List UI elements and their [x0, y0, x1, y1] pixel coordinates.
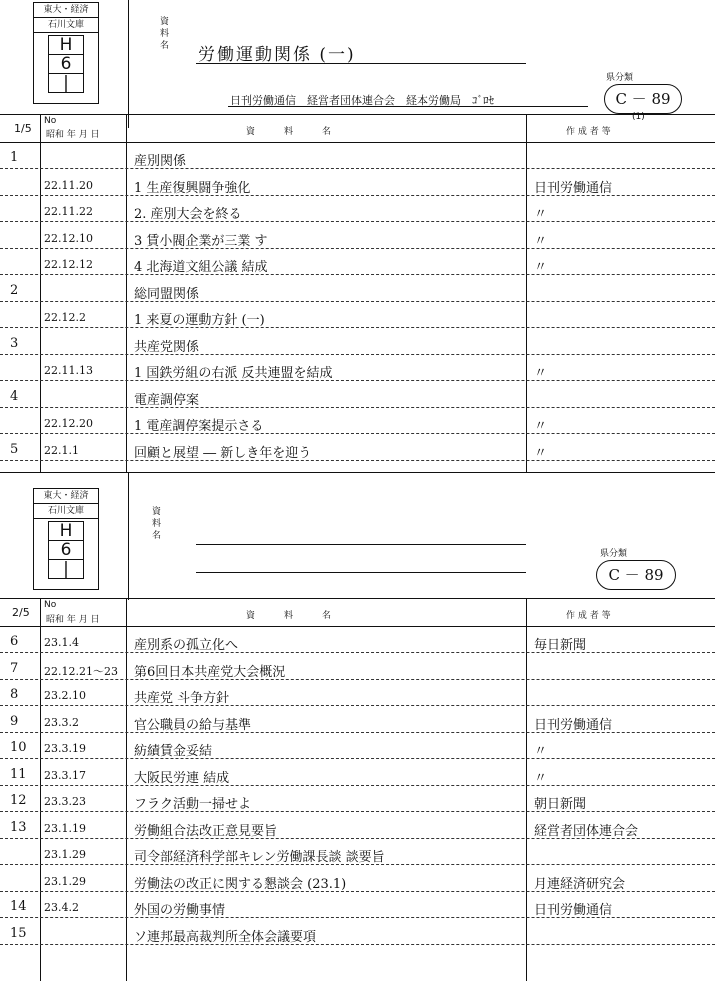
row-number: 15 — [10, 925, 27, 941]
classification-code-value-2: C － 89 — [608, 566, 664, 584]
row-underline — [0, 758, 715, 759]
row-author: 経営者団体連合会 — [534, 823, 639, 839]
row-author: 〃 — [534, 366, 548, 381]
row-author: 〃 — [534, 744, 548, 759]
bunrui-label: 県分類 — [606, 73, 634, 83]
row-underline — [0, 838, 715, 839]
stamp2-line-2: 石川文庫 — [34, 504, 98, 519]
row-underline — [0, 221, 715, 222]
row-underline — [0, 195, 715, 196]
row-author: 日刊労働通信 — [534, 180, 613, 196]
p2-page-num: 2/5 — [12, 606, 30, 619]
row-title: 産別系の孤立化へ — [134, 638, 239, 653]
row-underline — [0, 944, 715, 945]
classification-code-value: C － 89 — [615, 90, 671, 108]
row-title: 1 来夏の運動方針 (一) — [134, 313, 265, 328]
row-underline — [0, 380, 715, 381]
row-number: 4 — [10, 388, 19, 404]
row-author: 〃 — [534, 770, 548, 786]
row-underline — [0, 248, 715, 249]
row-title: 官公職員の給与基準 — [134, 717, 252, 733]
p1-header-no: No — [44, 116, 57, 126]
row-date: 23.3.19 — [44, 742, 86, 755]
stamp-code-top: H — [48, 35, 84, 55]
row-underline — [0, 705, 715, 706]
row-title: 労働組合法改正意見要旨 — [134, 823, 278, 839]
row-number: 6 — [10, 634, 19, 649]
stamp2-code-bot: | — [48, 559, 84, 579]
stamp-line-1: 東大・経済 — [34, 3, 98, 18]
row-author: 日刊労働通信 — [534, 717, 613, 733]
row-author: 〃 — [534, 445, 548, 461]
row-underline — [0, 168, 715, 169]
row-title: 紡績賃金妥結 — [134, 744, 213, 759]
row-number: 11 — [10, 766, 27, 782]
row-underline — [0, 433, 715, 434]
row-number: 12 — [10, 793, 27, 808]
row-underline — [0, 274, 715, 275]
p1-header-date: 昭和 年 月 日 — [46, 130, 100, 140]
row-title: 大阪民労連 結成 — [134, 770, 230, 786]
row-title: 第6回日本共産党大会概況 — [134, 664, 286, 680]
row-date: 23.1.29 — [44, 874, 86, 888]
row-underline — [0, 301, 715, 302]
row-underline — [0, 327, 715, 328]
row-title: 共産党 斗争方針 — [134, 691, 230, 706]
row-title: 3 賃小閥企業が三業 す — [134, 233, 268, 249]
row-title: ソ連邦最高裁判所全体会議要項 — [134, 929, 317, 945]
row-number: 3 — [10, 335, 19, 351]
p2-header-date: 昭和 年 月 日 — [46, 615, 100, 625]
row-date: 22.12.12 — [44, 258, 93, 271]
shiryomei-label: 資 料 名 — [160, 17, 170, 51]
row-author: 日刊労働通信 — [534, 903, 613, 918]
row-title: 回顧と展望 ― 新しき年を迎う — [134, 445, 312, 461]
p1-header-title: 資 料 名 — [246, 127, 342, 137]
row-number: 13 — [10, 819, 27, 835]
row-number: 1 — [10, 150, 19, 165]
row-underline — [0, 811, 715, 812]
row-title: 共産党関係 — [134, 339, 200, 355]
row-date: 22.11.13 — [44, 364, 93, 377]
shiryomei-label-2: 資 料 名 — [152, 507, 162, 541]
row-number: 7 — [10, 660, 19, 676]
row-date: 23.4.2 — [44, 901, 79, 914]
p1-header-author: 作 成 者 等 — [566, 127, 611, 137]
row-title: 総同盟関係 — [134, 286, 200, 302]
row-date: 22.12.10 — [44, 231, 93, 245]
stamp-code-bot: | — [48, 73, 84, 93]
row-title: 1 生産復興闘争強化 — [134, 180, 251, 196]
p1-page-num: 1/5 — [14, 122, 32, 135]
file-title: 労働運動関係 (一) — [198, 45, 356, 65]
row-title: 産別関係 — [134, 154, 187, 169]
row-author: 朝日新聞 — [534, 797, 587, 812]
row-title: 外国の労働事情 — [134, 903, 226, 918]
row-title: 司令部経済科学部キレン労働課長談 談要旨 — [134, 850, 385, 865]
row-date: 23.1.4 — [44, 636, 79, 649]
stamp2-code-mid: 6 — [48, 540, 84, 560]
library-stamp — [33, 2, 99, 104]
row-title: 1 電産調停案提示さる — [134, 419, 264, 434]
row-author: 毎日新聞 — [534, 638, 587, 653]
row-title: 1 国鉄労組の右派 反共連盟を結成 — [134, 366, 333, 381]
classification-sub: (1) — [632, 112, 645, 122]
classification-code — [604, 84, 682, 114]
classification-code-2 — [596, 560, 676, 590]
row-author: 〃 — [534, 260, 548, 275]
row-date: 22.11.22 — [44, 205, 93, 218]
p2-header-title: 資 料 名 — [246, 611, 342, 621]
row-number: 9 — [10, 713, 19, 729]
row-date: 23.3.23 — [44, 795, 86, 808]
row-underline — [0, 785, 715, 786]
bunrui-label-2: 県分類 — [600, 549, 628, 559]
p2-header-no: No — [44, 600, 57, 610]
row-underline — [0, 917, 715, 918]
row-number: 2 — [10, 282, 19, 298]
row-title: 電産調停案 — [134, 392, 200, 408]
row-date: 23.1.19 — [44, 821, 86, 835]
row-author: 〃 — [534, 419, 548, 434]
stamp2-line-1: 東大・経済 — [34, 489, 98, 504]
row-date: 22.1.1 — [44, 443, 79, 457]
p2-header-author: 作 成 者 等 — [566, 611, 611, 621]
stamp2-code-top: H — [48, 521, 84, 541]
stamp-line-2: 石川文庫 — [34, 18, 98, 33]
row-author: 〃 — [534, 207, 548, 222]
row-date: 22.12.21～23 — [44, 664, 118, 678]
row-number: 14 — [10, 899, 27, 914]
row-underline — [0, 679, 715, 680]
row-underline — [0, 354, 715, 355]
row-underline — [0, 652, 715, 653]
row-title: フラク活動一掃せよ — [134, 797, 252, 812]
stamp-code-mid: 6 — [48, 54, 84, 74]
row-title: 2. 産別大会を終る — [134, 207, 242, 222]
row-underline — [0, 460, 715, 461]
row-date: 23.2.10 — [44, 689, 86, 702]
row-date: 23.1.29 — [44, 848, 86, 861]
row-date: 23.3.17 — [44, 768, 86, 782]
row-number: 5 — [10, 441, 19, 457]
row-number: 8 — [10, 687, 19, 702]
row-title: 4 北海道文組公議 結成 — [134, 260, 268, 275]
row-underline — [0, 407, 715, 408]
row-date: 22.12.2 — [44, 311, 86, 324]
row-author: 月連経済研究会 — [534, 876, 626, 892]
row-date: 22.11.20 — [44, 178, 93, 192]
row-author: 〃 — [534, 233, 548, 249]
library-stamp-2 — [33, 488, 99, 590]
row-underline — [0, 891, 715, 892]
row-underline — [0, 864, 715, 865]
sources-line: 日刊労働通信 経営者団体連合会 経本労働局 ｺﾞﾛｾ — [230, 94, 494, 107]
row-underline — [0, 732, 715, 733]
row-date: 23.3.2 — [44, 715, 79, 729]
row-title: 労働法の改正に関する懇談会 (23.1) — [134, 876, 347, 892]
row-number: 10 — [10, 740, 27, 755]
row-date: 22.12.20 — [44, 417, 93, 430]
